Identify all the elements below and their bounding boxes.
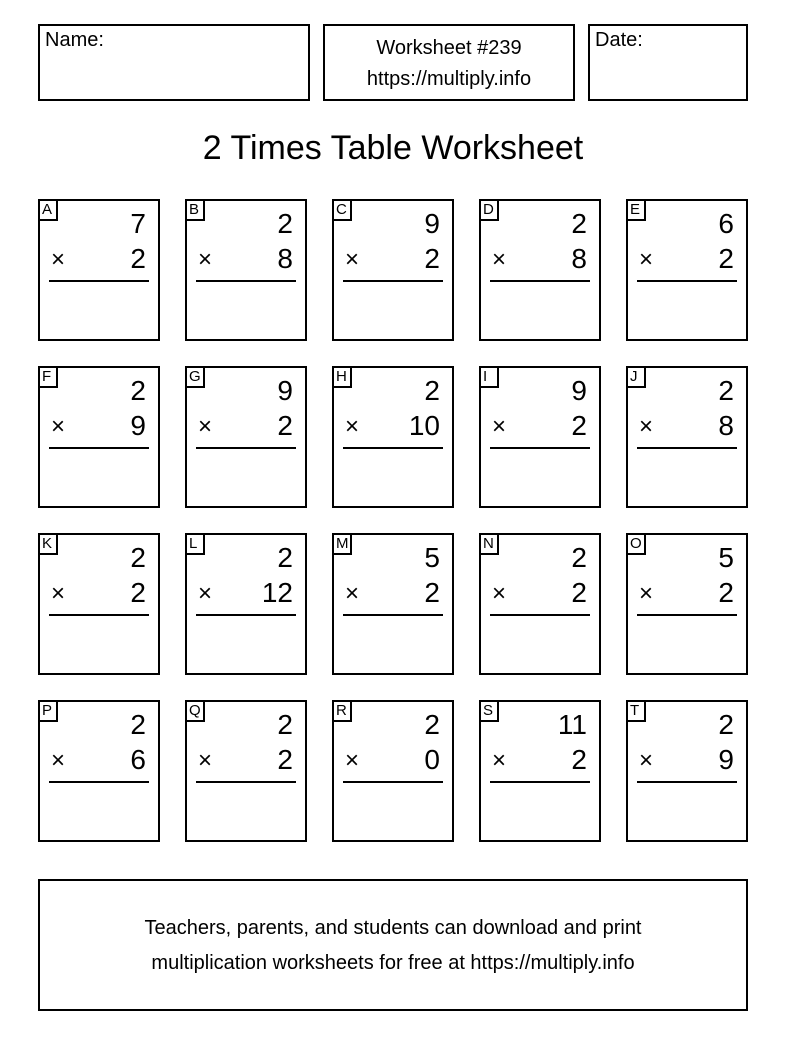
multiplier: 2 [718, 577, 734, 608]
date-label: Date: [595, 29, 643, 51]
times-sign: × [639, 246, 654, 273]
problem-card[interactable] [185, 533, 307, 675]
multiplicand: 2 [424, 709, 440, 740]
times-sign: × [345, 413, 360, 440]
page-title: 2 Times Table Worksheet [202, 129, 584, 167]
times-sign: × [198, 246, 213, 273]
problem-label: G [185, 366, 205, 388]
multiplicand: 2 [130, 375, 146, 406]
multiplicand: 2 [277, 542, 293, 573]
multiplicand: 2 [130, 542, 146, 573]
answer-line [343, 280, 443, 282]
multiplier: 6 [130, 744, 146, 775]
answer-line [343, 614, 443, 616]
multiplicand: 2 [277, 709, 293, 740]
multiplicand: 9 [424, 208, 440, 239]
multiplicand: 2 [571, 208, 587, 239]
problem-card[interactable] [38, 700, 160, 842]
answer-line [196, 447, 296, 449]
problem-card[interactable] [332, 533, 454, 675]
times-sign: × [345, 580, 360, 607]
multiplier: 8 [718, 410, 734, 441]
name-label: Name: [45, 29, 104, 51]
answer-line [490, 447, 590, 449]
multiplier: 2 [277, 744, 293, 775]
name-field-box[interactable] [38, 24, 310, 101]
times-sign: × [345, 246, 360, 273]
multiplier: 2 [424, 577, 440, 608]
multiplier: 2 [571, 577, 587, 608]
multiplier: 0 [424, 744, 440, 775]
problem-label: T [626, 700, 646, 722]
problem-card[interactable] [626, 533, 748, 675]
problem-card[interactable] [626, 700, 748, 842]
problem-label: S [479, 700, 499, 722]
times-sign: × [198, 580, 213, 607]
date-field-box[interactable] [588, 24, 748, 101]
problem-label: E [626, 199, 646, 221]
worksheet-url: https://multiply.info [366, 68, 532, 90]
problem-card[interactable] [626, 366, 748, 508]
worksheet-info-box [323, 24, 575, 101]
multiplicand: 7 [130, 208, 146, 239]
multiplier: 2 [130, 243, 146, 274]
answer-line [49, 781, 149, 783]
times-sign: × [492, 580, 507, 607]
times-sign: × [492, 246, 507, 273]
problem-card[interactable] [332, 199, 454, 341]
times-sign: × [492, 413, 507, 440]
times-sign: × [198, 413, 213, 440]
problem-label: P [38, 700, 58, 722]
problem-card[interactable] [479, 366, 601, 508]
times-sign: × [51, 747, 66, 774]
problem-card[interactable] [185, 199, 307, 341]
problem-label: F [38, 366, 58, 388]
multiplier: 2 [718, 243, 734, 274]
times-sign: × [51, 580, 66, 607]
answer-line [637, 614, 737, 616]
footer-text-line-1: Teachers, parents, and students can download and print [144, 917, 642, 939]
problem-card[interactable] [38, 199, 160, 341]
times-sign: × [639, 580, 654, 607]
multiplicand: 2 [424, 375, 440, 406]
problem-label: O [626, 533, 646, 555]
multiplier: 8 [277, 243, 293, 274]
problem-label: J [626, 366, 646, 388]
times-sign: × [198, 747, 213, 774]
problem-label: K [38, 533, 58, 555]
problem-card[interactable] [38, 533, 160, 675]
multiplicand: 2 [277, 208, 293, 239]
problem-label: I [479, 366, 499, 388]
problem-card[interactable] [479, 700, 601, 842]
answer-line [490, 781, 590, 783]
answer-line [637, 280, 737, 282]
multiplicand: 2 [718, 375, 734, 406]
answer-line [637, 447, 737, 449]
answer-line [490, 280, 590, 282]
multiplier: 9 [718, 744, 734, 775]
multiplier: 10 [408, 410, 440, 441]
multiplier: 2 [130, 577, 146, 608]
multiplicand: 9 [571, 375, 587, 406]
multiplicand: 11 [557, 709, 587, 740]
footer-box [38, 879, 748, 1011]
answer-line [343, 781, 443, 783]
footer-text-line-2: multiplication worksheets for free at https://multiply.info [151, 952, 635, 974]
problem-label: R [332, 700, 352, 722]
answer-line [490, 614, 590, 616]
multiplicand: 2 [130, 709, 146, 740]
times-sign: × [639, 413, 654, 440]
answer-line [49, 280, 149, 282]
answer-line [637, 781, 737, 783]
multiplier: 2 [277, 410, 293, 441]
times-sign: × [639, 747, 654, 774]
multiplicand: 9 [277, 375, 293, 406]
answer-line [196, 781, 296, 783]
problem-label: L [185, 533, 205, 555]
multiplier: 9 [130, 410, 146, 441]
problem-label: A [38, 199, 58, 221]
problem-card[interactable] [626, 199, 748, 341]
problem-card[interactable] [332, 366, 454, 508]
times-sign: × [51, 413, 66, 440]
multiplier: 12 [261, 577, 293, 608]
problem-label: M [332, 533, 352, 555]
multiplicand: 5 [718, 542, 734, 573]
multiplier: 8 [571, 243, 587, 274]
problem-label: Q [185, 700, 205, 722]
problem-card[interactable] [38, 366, 160, 508]
multiplier: 2 [424, 243, 440, 274]
problem-card[interactable] [185, 366, 307, 508]
problem-label: N [479, 533, 499, 555]
multiplicand: 2 [718, 709, 734, 740]
multiplicand: 5 [424, 542, 440, 573]
times-sign: × [345, 747, 360, 774]
multiplicand: 6 [718, 208, 734, 239]
problem-label: C [332, 199, 352, 221]
answer-line [343, 447, 443, 449]
problem-card[interactable] [332, 700, 454, 842]
multiplier: 2 [571, 744, 587, 775]
problem-label: D [479, 199, 499, 221]
answer-line [196, 280, 296, 282]
answer-line [49, 447, 149, 449]
multiplier: 2 [571, 410, 587, 441]
answer-line [49, 614, 149, 616]
worksheet-number: Worksheet #239 [376, 37, 522, 59]
problem-card[interactable] [479, 533, 601, 675]
multiplicand: 2 [571, 542, 587, 573]
problem-card[interactable] [479, 199, 601, 341]
times-sign: × [51, 246, 66, 273]
problem-label: H [332, 366, 352, 388]
problem-card[interactable] [185, 700, 307, 842]
answer-line [196, 614, 296, 616]
problem-label: B [185, 199, 205, 221]
times-sign: × [492, 747, 507, 774]
